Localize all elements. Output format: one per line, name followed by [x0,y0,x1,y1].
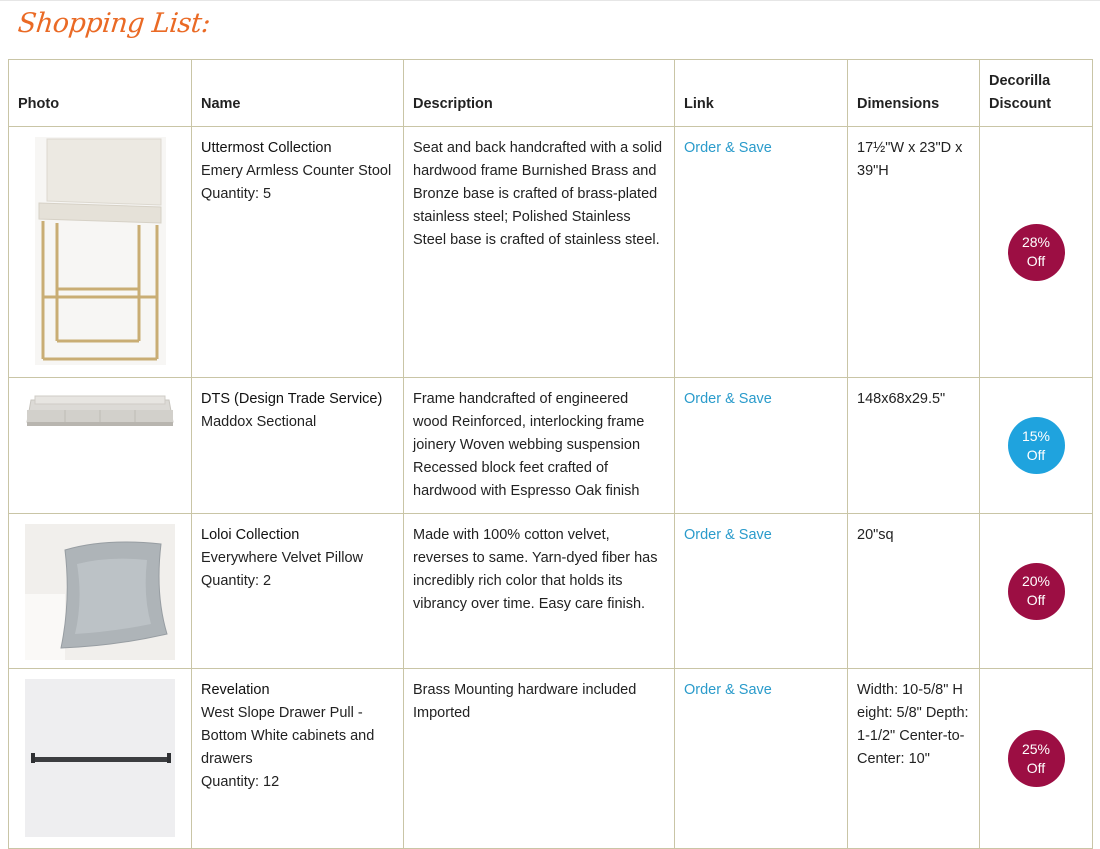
order-and-save-link[interactable]: Order & Save [684,682,772,698]
photo-cell [9,378,192,514]
dimensions-cell: 148x68x29.5" [848,378,980,514]
discount-badge [1008,730,1065,787]
discount-off-label: Off [1026,759,1046,776]
brand-name: Uttermost Collection [201,140,332,156]
quantity-label: Quantity: 5 [201,186,272,202]
quantity-label: Quantity: 2 [201,573,272,589]
link-cell [675,669,848,849]
brand-name: Loloi Collection [201,527,300,543]
column-header-description: Description [404,60,675,127]
discount-badge [1008,563,1065,620]
dimensions-cell: 20"sq [848,514,980,669]
discount-cell [980,669,1093,849]
column-header-dimensions: Dimensions [848,60,980,127]
column-header-photo: Photo [9,60,192,127]
product-name: Maddox Sectional [201,414,317,430]
discount-percent: 15% [1021,427,1051,444]
name-cell [192,669,404,849]
table-header-row [9,60,1093,127]
column-header-name: Name [192,60,404,127]
discount-cell [980,378,1093,514]
shopping-list-table [8,59,1093,849]
dimensions-cell: 17½"W x 23"D x 39"H [848,127,980,378]
description-cell: Made with 100% cotton velvet, reverses to same. Yarn-dyed fiber has incredibly rich color that holds its vibrancy over time. Easy care finish. [404,514,675,669]
drawer-pull-photo [25,679,175,845]
name-cell [192,127,404,378]
table-row [9,127,1093,378]
table-row [9,669,1093,849]
sectional-sofa-photo [25,388,175,438]
product-name: Everywhere Velvet Pillow [201,550,363,566]
discount-header-line2: Discount [989,96,1052,112]
table-row [9,378,1093,514]
discount-percent: 20% [1021,573,1051,589]
photo-cell [9,514,192,669]
counter-stool-photo [35,137,166,373]
discount-header-line1: Decorilla [989,73,1051,89]
page-title: Shopping List: [16,8,212,39]
discount-percent: 28% [1021,234,1051,250]
top-divider [0,0,1100,1]
velvet-pillow-photo [25,524,175,668]
order-and-save-link[interactable]: Order & Save [684,391,772,407]
name-cell [192,514,404,669]
discount-badge [1008,417,1065,474]
brand-name: Revelation [201,682,270,698]
link-cell [675,378,848,514]
description-cell: Seat and back handcrafted with a solid hardwood frame Burnished Brass and Bronze base is crafted of brass-plated stainless steel; Polished Stainless Steel base is crafted of stainless steel. [404,127,675,378]
name-cell [192,378,404,514]
photo-cell [9,669,192,849]
column-header-discount [980,60,1093,127]
link-cell [675,514,848,669]
discount-percent: 25% [1021,740,1051,757]
discount-badge [1008,224,1065,281]
description-cell: Brass Mounting hardware included Imported [404,669,675,849]
dimensions-cell: Width: 10-5/8" Height: 5/8" Depth: 1-1/2" Center-to-Center: 10" [848,669,980,849]
order-and-save-link[interactable]: Order & Save [684,527,772,543]
order-and-save-link[interactable]: Order & Save [684,140,772,156]
description-cell: Frame handcrafted of engineered wood Reinforced, interlocking frame joinery Woven webbing suspension Recessed block feet crafted of hardwood with Espresso Oak finish [404,378,675,514]
photo-cell [9,127,192,378]
discount-off-label: Off [1026,446,1046,463]
quantity-label: Quantity: 12 [201,774,280,790]
column-header-link: Link [675,60,848,127]
product-name: West Slope Drawer Pull - Bottom White cabinets and drawers [201,705,375,767]
product-name: Emery Armless Counter Stool [201,163,392,179]
brand-name: DTS (Design Trade Service) [201,391,383,407]
discount-off-label: Off [1026,592,1046,608]
discount-off-label: Off [1026,253,1046,269]
discount-cell [980,127,1093,378]
link-cell [675,127,848,378]
discount-cell [980,514,1093,669]
table-row [9,514,1093,669]
